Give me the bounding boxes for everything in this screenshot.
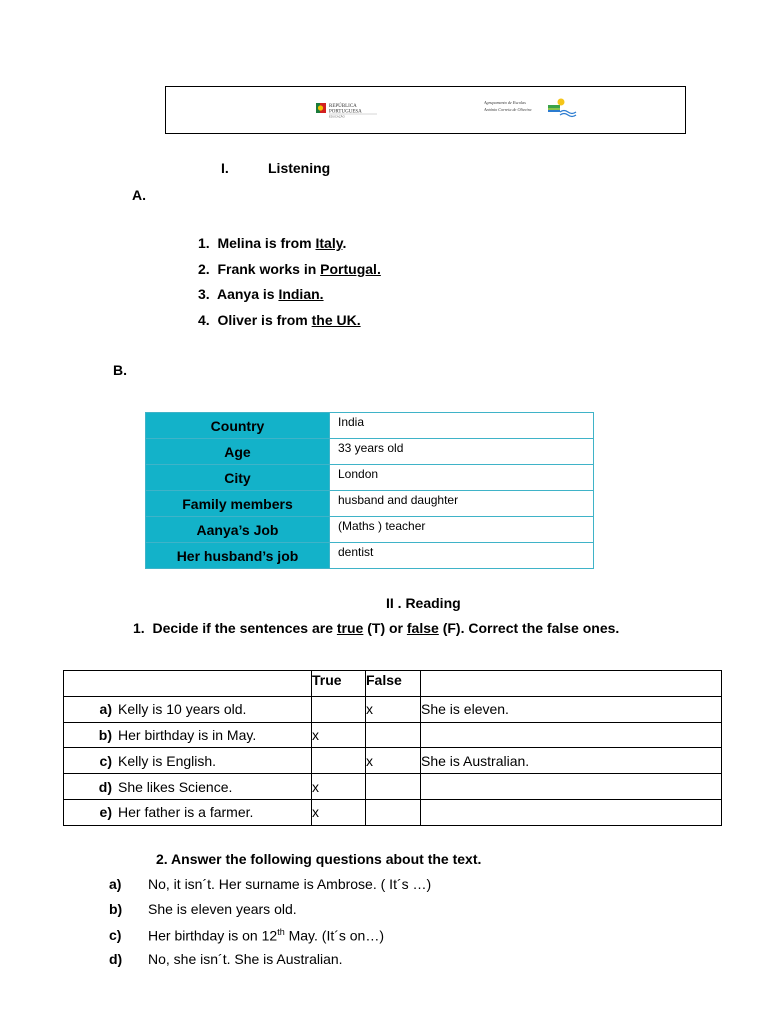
question-2-title: 2. Answer the following questions about the text.	[156, 851, 482, 867]
table-value: 33 years old	[330, 439, 594, 465]
correction-cell	[421, 799, 722, 825]
list-item: 3. Aanya is Indian.	[198, 286, 324, 302]
svg-text:Agrupamento de Escolas: Agrupamento de Escolas	[484, 100, 526, 105]
statement-cell: e) Her father is a farmer.	[64, 799, 312, 825]
true-cell: x	[312, 722, 366, 748]
list-item: 1. Melina is from Italy.	[198, 235, 347, 251]
svg-text:REPÚBLICA: REPÚBLICA	[329, 104, 357, 109]
table-row	[146, 517, 594, 543]
list-item: 2. Frank works in Portugal.	[198, 261, 381, 277]
section-1-numeral: I.	[221, 160, 229, 176]
table-key: City	[146, 465, 330, 491]
table-value: India	[330, 413, 594, 439]
table-row	[146, 491, 594, 517]
section-2-title: II . Reading	[386, 595, 461, 611]
true-word: true	[336, 620, 364, 636]
table-key: Family members	[146, 491, 330, 517]
correction-cell: She is Australian.	[421, 748, 722, 774]
correction-cell	[421, 722, 722, 748]
question-1: 1. Decide if the sentences are true (T) or false (F). Correct the false ones.	[133, 620, 620, 636]
false-cell	[366, 722, 421, 748]
true-cell	[312, 748, 366, 774]
section-1-title: Listening	[268, 160, 331, 176]
svg-text:EDUCAÇÃO: EDUCAÇÃO	[329, 114, 345, 118]
true-cell: x	[312, 774, 366, 800]
table-row	[64, 774, 722, 800]
table-key: Aanya’s Job	[146, 517, 330, 543]
agrupamento-escolas-logo	[484, 96, 580, 118]
table-value: London	[330, 465, 594, 491]
table-row	[64, 748, 722, 774]
header-cell	[64, 671, 312, 697]
true-cell: x	[312, 799, 366, 825]
table-key: Her husband’s job	[146, 543, 330, 569]
svg-text:António Correia de Oliveira: António Correia de Oliveira	[484, 107, 532, 112]
false-cell	[366, 799, 421, 825]
header-cell	[421, 671, 722, 697]
statement-cell: d) She likes Science.	[64, 774, 312, 800]
table-value: (Maths ) teacher	[330, 517, 594, 543]
false-word: false	[406, 620, 439, 636]
false-cell: x	[366, 696, 421, 722]
false-cell: x	[366, 748, 421, 774]
part-a-label: A.	[132, 187, 146, 203]
false-cell	[366, 774, 421, 800]
correction-cell: She is eleven.	[421, 696, 722, 722]
correction-cell	[421, 774, 722, 800]
table-value: dentist	[330, 543, 594, 569]
answer: Indian.	[278, 286, 324, 302]
table-key: Country	[146, 413, 330, 439]
true-cell	[312, 696, 366, 722]
header-box	[165, 86, 686, 134]
republica-portuguesa-logo	[316, 100, 378, 118]
header-false: False	[366, 671, 421, 697]
answer: Italy	[315, 235, 343, 251]
statement-cell: b) Her birthday is in May.	[64, 722, 312, 748]
table-key: Age	[146, 439, 330, 465]
table-row	[64, 722, 722, 748]
part-b-label: B.	[113, 362, 127, 378]
table-value: husband and daughter	[330, 491, 594, 517]
answer: Portugal.	[320, 261, 381, 277]
answer: the UK.	[311, 312, 361, 328]
table-row	[64, 799, 722, 825]
statement-cell: a) Kelly is 10 years old.	[64, 696, 312, 722]
table-row	[146, 543, 594, 569]
svg-text:PORTUGUESA: PORTUGUESA	[329, 109, 362, 115]
true-false-table	[63, 670, 722, 826]
header-true: True	[312, 671, 366, 697]
table-header-row	[64, 671, 722, 697]
table-row	[146, 465, 594, 491]
list-item: 4. Oliver is from the UK.	[198, 312, 361, 328]
statement-cell: c) Kelly is English.	[64, 748, 312, 774]
table-row	[146, 439, 594, 465]
table-row	[146, 413, 594, 439]
info-table	[145, 412, 594, 569]
table-row	[64, 696, 722, 722]
